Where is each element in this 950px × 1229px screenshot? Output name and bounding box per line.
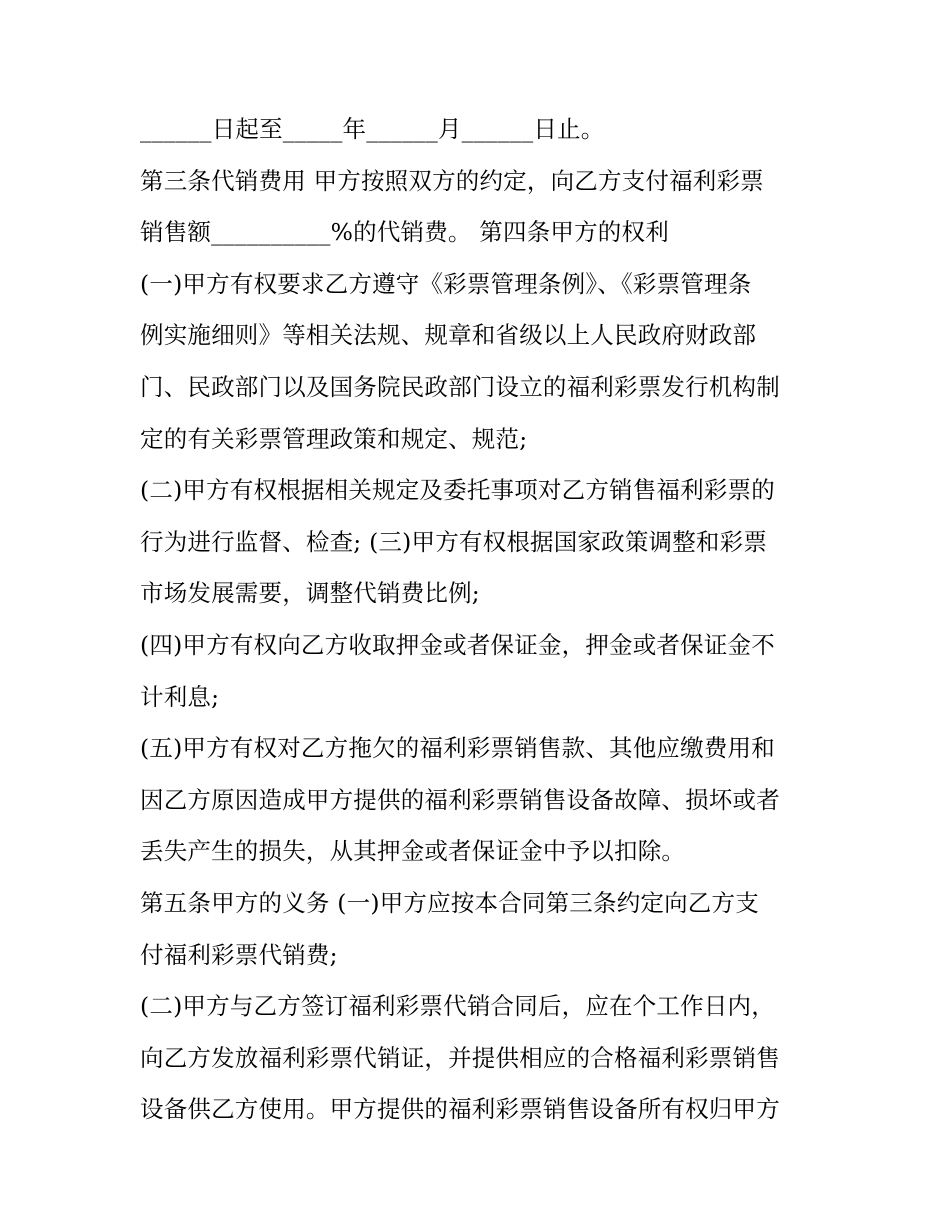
text-line: (四)甲方有权向乙方收取押金或者保证金，押金或者保证金不	[140, 630, 775, 659]
text-line: (二)甲方有权根据相关规定及委托事项对乙方销售福利彩票的	[140, 476, 775, 505]
text-line: 行为进行监督、检查; (三)甲方有权根据国家政策调整和彩票	[140, 527, 768, 556]
text-line: 定的有关彩票管理政策和规定、规范;	[140, 424, 528, 453]
text-line: 门、民政部门以及国务院民政部门设立的福利彩票发行机构制	[140, 372, 780, 401]
text-line: ______日起至_____年______月______日止。	[140, 115, 605, 143]
text-line: 市场发展需要，调整代销费比例;	[140, 579, 480, 608]
text-line: 设备供乙方使用。甲方提供的福利彩票销售设备所有权归甲方	[140, 1095, 780, 1124]
text-line: 因乙方原因造成甲方提供的福利彩票销售设备故障、损坏或者	[140, 785, 780, 814]
text-line: 第五条甲方的义务 (一)甲方应按本合同第三条约定向乙方支	[140, 888, 759, 917]
text-line: 第三条代销费用 甲方按照双方的约定，向乙方支付福利彩票	[140, 166, 764, 195]
text-line: 计利息;	[140, 682, 220, 711]
text-line: 销售额__________%的代销费。 第四条甲方的权利	[140, 218, 669, 247]
text-line: 付福利彩票代销费;	[140, 940, 338, 969]
text-line: (五)甲方有权对乙方拖欠的福利彩票销售款、其他应缴费用和	[140, 734, 775, 763]
text-line: 例实施细则》等相关法规、规章和省级以上人民政府财政部	[140, 321, 757, 350]
text-line: (一)甲方有权要求乙方遵守《彩票管理条例》、《彩票管理条	[140, 269, 752, 298]
text-line: (二)甲方与乙方签订福利彩票代销合同后，应在个工作日内，	[140, 992, 775, 1021]
contract-text	[140, 104, 820, 1136]
text-line: 向乙方发放福利彩票代销证，并提供相应的合格福利彩票销售	[140, 1043, 780, 1072]
text-line: 丢失产生的损失，从其押金或者保证金中予以扣除。	[140, 837, 686, 866]
